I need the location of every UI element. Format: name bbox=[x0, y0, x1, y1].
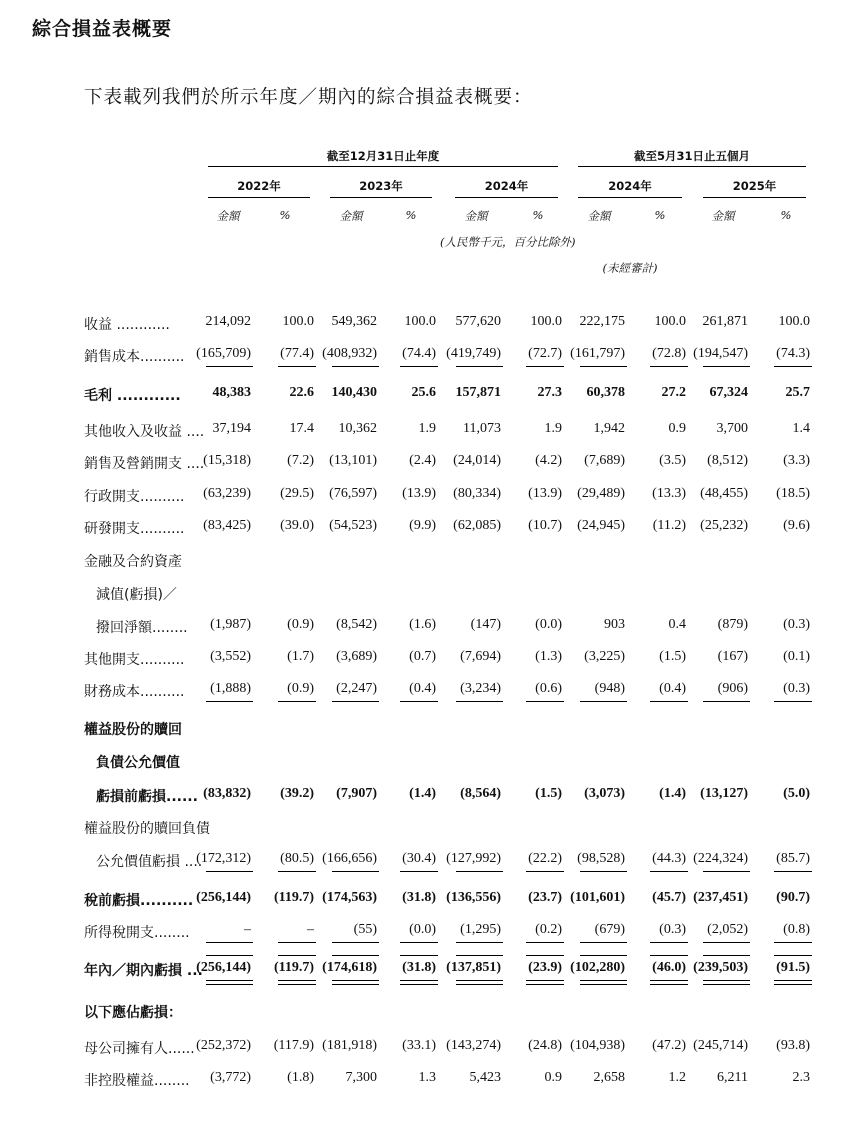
percent-cell: (39.0) bbox=[280, 518, 314, 533]
amount-cell: (63,239) bbox=[203, 486, 251, 501]
amount-cell: 140,430 bbox=[331, 385, 377, 400]
total-rule bbox=[278, 980, 316, 981]
percent-cell: (1.7) bbox=[287, 649, 314, 664]
amount-header: 金額 bbox=[339, 209, 363, 223]
amount-cell: 11,073 bbox=[463, 421, 501, 436]
row-label: 權益股份的贖回負債 bbox=[84, 821, 210, 837]
amount-cell: (1,987) bbox=[210, 617, 251, 632]
row-label: 銷售及營銷開支 .... bbox=[84, 456, 205, 472]
percent-cell: (9.9) bbox=[409, 518, 436, 533]
amount-cell: (245,714) bbox=[693, 1038, 748, 1053]
percent-cell: (0.9) bbox=[287, 681, 314, 696]
amount-cell: (7,694) bbox=[460, 649, 501, 664]
percent-cell: (4.2) bbox=[535, 453, 562, 468]
percent-cell: 0.9 bbox=[668, 421, 686, 436]
pct-header: % bbox=[654, 208, 666, 222]
percent-cell: (0.6) bbox=[535, 681, 562, 696]
total-rule bbox=[206, 942, 253, 943]
amount-cell: (879) bbox=[717, 617, 748, 632]
percent-cell: 100.0 bbox=[654, 314, 686, 329]
total-rule bbox=[332, 955, 379, 956]
amount-cell: (906) bbox=[717, 681, 748, 696]
percent-cell: 1.9 bbox=[418, 421, 436, 436]
pct-header: % bbox=[532, 208, 544, 222]
amount-cell: (3,234) bbox=[460, 681, 501, 696]
total-rule bbox=[703, 984, 750, 985]
percent-cell: (0.4) bbox=[659, 681, 686, 696]
amount-header: 金額 bbox=[216, 209, 240, 223]
percent-cell: (0.3) bbox=[783, 681, 810, 696]
header-year-rule bbox=[703, 197, 806, 198]
amount-cell: (408,932) bbox=[322, 346, 377, 361]
amount-cell: (98,528) bbox=[577, 851, 625, 866]
percent-cell: (10.7) bbox=[528, 518, 562, 533]
row-label: 母公司擁有人...... bbox=[84, 1041, 195, 1057]
amount-cell: (166,656) bbox=[322, 851, 377, 866]
total-rule bbox=[526, 871, 564, 872]
row-label: 毛利 ............ bbox=[84, 388, 181, 404]
header-group-years: 截至12月31日止年度 bbox=[326, 149, 440, 163]
row-label: 權益股份的贖回 bbox=[84, 722, 182, 738]
total-rule bbox=[580, 366, 627, 367]
total-rule bbox=[206, 984, 253, 985]
percent-cell: (13.3) bbox=[652, 486, 686, 501]
percent-cell: (0.1) bbox=[783, 649, 810, 664]
total-rule bbox=[526, 955, 564, 956]
total-rule bbox=[774, 980, 812, 981]
pct-header: % bbox=[405, 208, 417, 222]
total-rule bbox=[332, 980, 379, 981]
row-label: 所得稅開支........ bbox=[84, 925, 190, 941]
row-label: 減值(虧損)／ bbox=[96, 587, 177, 603]
total-rule bbox=[526, 942, 564, 943]
row-label: 年內／期內虧損 ... bbox=[84, 963, 203, 979]
total-rule bbox=[400, 942, 438, 943]
row-label: 行政開支.......... bbox=[84, 489, 185, 505]
row-label: 虧損前虧損...... bbox=[96, 789, 198, 805]
percent-cell: (33.1) bbox=[402, 1038, 436, 1053]
percent-cell: (23.9) bbox=[528, 960, 562, 975]
total-rule bbox=[400, 955, 438, 956]
row-label: 公允價值虧損 .... bbox=[96, 854, 203, 870]
percent-cell: (0.0) bbox=[535, 617, 562, 632]
header-rule bbox=[208, 166, 558, 167]
percent-cell: 2.3 bbox=[792, 1070, 810, 1085]
percent-cell: (45.7) bbox=[652, 890, 686, 905]
percent-cell: 22.6 bbox=[289, 385, 314, 400]
total-rule bbox=[456, 955, 503, 956]
amount-cell: (174,563) bbox=[322, 890, 377, 905]
percent-cell: (30.4) bbox=[402, 851, 436, 866]
total-rule bbox=[774, 984, 812, 985]
total-rule bbox=[332, 366, 379, 367]
total-rule bbox=[703, 980, 750, 981]
percent-cell: (1.5) bbox=[659, 649, 686, 664]
percent-cell: (1.5) bbox=[535, 786, 562, 801]
percent-cell: (74.4) bbox=[402, 346, 436, 361]
unaudited-note: (未經審計) bbox=[602, 261, 658, 275]
amount-cell: (948) bbox=[594, 681, 625, 696]
amount-cell: 37,194 bbox=[212, 421, 251, 436]
amount-cell: (13,127) bbox=[700, 786, 748, 801]
total-rule bbox=[580, 701, 627, 702]
header-year-rule bbox=[455, 197, 558, 198]
amount-cell: (143,274) bbox=[446, 1038, 501, 1053]
amount-cell: (165,709) bbox=[196, 346, 251, 361]
header-year-rule bbox=[330, 197, 432, 198]
percent-cell: (3.5) bbox=[659, 453, 686, 468]
total-rule bbox=[278, 984, 316, 985]
amount-cell: 48,383 bbox=[212, 385, 251, 400]
amount-cell: (3,073) bbox=[584, 786, 625, 801]
amount-header: 金額 bbox=[711, 209, 735, 223]
amount-cell: (1,295) bbox=[460, 922, 501, 937]
amount-cell: (174,618) bbox=[322, 960, 377, 975]
amount-cell: 1,942 bbox=[593, 421, 625, 436]
total-rule bbox=[526, 701, 564, 702]
total-rule bbox=[703, 366, 750, 367]
percent-cell: (117.9) bbox=[273, 1038, 314, 1053]
percent-cell: (0.3) bbox=[659, 922, 686, 937]
amount-cell: (679) bbox=[594, 922, 625, 937]
percent-cell: 1.9 bbox=[544, 421, 562, 436]
amount-cell: (181,918) bbox=[322, 1038, 377, 1053]
amount-cell: (54,523) bbox=[329, 518, 377, 533]
amount-cell: (83,832) bbox=[203, 786, 251, 801]
total-rule bbox=[703, 955, 750, 956]
total-rule bbox=[278, 942, 316, 943]
percent-cell: 27.3 bbox=[537, 385, 562, 400]
total-rule bbox=[206, 701, 253, 702]
total-rule bbox=[456, 701, 503, 702]
amount-cell: (237,451) bbox=[693, 890, 748, 905]
total-rule bbox=[703, 871, 750, 872]
amount-cell: (256,144) bbox=[196, 890, 251, 905]
percent-cell: (0.8) bbox=[783, 922, 810, 937]
amount-cell: (8,564) bbox=[460, 786, 501, 801]
amount-cell: (25,232) bbox=[700, 518, 748, 533]
total-rule bbox=[206, 980, 253, 981]
percent-cell: (0.2) bbox=[535, 922, 562, 937]
amount-cell: (256,144) bbox=[196, 960, 251, 975]
amount-header: 金額 bbox=[587, 209, 611, 223]
total-rule bbox=[456, 871, 503, 872]
percent-cell: – bbox=[307, 922, 314, 937]
amount-cell: (147) bbox=[470, 617, 501, 632]
amount-header: 金額 bbox=[464, 209, 488, 223]
total-rule bbox=[526, 980, 564, 981]
percent-cell: (119.7) bbox=[273, 960, 314, 975]
row-label: 其他開支.......... bbox=[84, 652, 185, 668]
row-label: 金融及合約資產 bbox=[84, 554, 182, 570]
percent-cell: (77.4) bbox=[280, 346, 314, 361]
header-year-rule bbox=[208, 197, 310, 198]
percent-cell: (31.8) bbox=[402, 960, 436, 975]
total-rule bbox=[774, 942, 812, 943]
total-rule bbox=[332, 984, 379, 985]
total-rule bbox=[526, 366, 564, 367]
total-rule bbox=[650, 955, 688, 956]
percent-cell: (1.4) bbox=[659, 786, 686, 801]
amount-cell: – bbox=[244, 922, 251, 937]
amount-cell: (55) bbox=[353, 922, 377, 937]
row-label: 研發開支.......... bbox=[84, 521, 185, 537]
amount-cell: (419,749) bbox=[446, 346, 501, 361]
percent-cell: 17.4 bbox=[289, 421, 314, 436]
percent-cell: (90.7) bbox=[776, 890, 810, 905]
percent-cell: 1.3 bbox=[418, 1070, 436, 1085]
percent-cell: (9.6) bbox=[783, 518, 810, 533]
percent-cell: 100.0 bbox=[778, 314, 810, 329]
percent-cell: 100.0 bbox=[282, 314, 314, 329]
amount-cell: (1,888) bbox=[210, 681, 251, 696]
row-label: 稅前虧損.......... bbox=[84, 893, 194, 909]
amount-cell: 261,871 bbox=[702, 314, 748, 329]
total-rule bbox=[206, 871, 253, 872]
unit-note: (人民幣千元，百分比除外) bbox=[440, 235, 576, 249]
total-rule bbox=[400, 871, 438, 872]
total-rule bbox=[456, 942, 503, 943]
header-rule bbox=[578, 166, 806, 167]
percent-cell: (80.5) bbox=[280, 851, 314, 866]
intro-text: 下表載列我們於所示年度／期內的綜合損益表概要： bbox=[84, 87, 533, 108]
header-year: 2024年 bbox=[484, 179, 529, 193]
percent-cell: (1.6) bbox=[409, 617, 436, 632]
total-rule bbox=[703, 701, 750, 702]
amount-cell: (62,085) bbox=[453, 518, 501, 533]
row-label: 非控股權益........ bbox=[84, 1073, 190, 1089]
total-rule bbox=[400, 984, 438, 985]
header-year: 2023年 bbox=[359, 179, 403, 193]
total-rule bbox=[278, 955, 316, 956]
percent-cell: (93.8) bbox=[776, 1038, 810, 1053]
row-label: 撥回淨額........ bbox=[96, 620, 188, 636]
percent-cell: 25.6 bbox=[411, 385, 436, 400]
amount-cell: (48,455) bbox=[700, 486, 748, 501]
percent-cell: (44.3) bbox=[652, 851, 686, 866]
percent-cell: (74.3) bbox=[776, 346, 810, 361]
percent-cell: (3.3) bbox=[783, 453, 810, 468]
amount-cell: 903 bbox=[604, 617, 625, 632]
amount-cell: (239,503) bbox=[693, 960, 748, 975]
pct-header: % bbox=[279, 208, 291, 222]
total-rule bbox=[580, 942, 627, 943]
amount-cell: (167) bbox=[717, 649, 748, 664]
total-rule bbox=[206, 366, 253, 367]
row-label: 其他收入及收益 .... bbox=[84, 424, 205, 440]
percent-cell: (13.9) bbox=[528, 486, 562, 501]
amount-cell: 222,175 bbox=[579, 314, 625, 329]
percent-cell: (22.2) bbox=[528, 851, 562, 866]
amount-cell: 549,362 bbox=[331, 314, 377, 329]
total-rule bbox=[332, 871, 379, 872]
pct-header: % bbox=[780, 208, 792, 222]
total-rule bbox=[456, 366, 503, 367]
total-rule bbox=[278, 366, 316, 367]
total-rule bbox=[400, 366, 438, 367]
percent-cell: (72.8) bbox=[652, 346, 686, 361]
total-rule bbox=[526, 984, 564, 985]
amount-cell: (2,247) bbox=[336, 681, 377, 696]
amount-cell: (137,851) bbox=[446, 960, 501, 975]
total-rule bbox=[580, 980, 627, 981]
percent-cell: (18.5) bbox=[776, 486, 810, 501]
percent-cell: (23.7) bbox=[528, 890, 562, 905]
total-rule bbox=[400, 701, 438, 702]
percent-cell: (0.3) bbox=[783, 617, 810, 632]
percent-cell: 27.2 bbox=[661, 385, 686, 400]
percent-cell: (0.9) bbox=[287, 617, 314, 632]
percent-cell: (91.5) bbox=[776, 960, 810, 975]
amount-cell: (161,797) bbox=[570, 346, 625, 361]
amount-cell: (101,601) bbox=[570, 890, 625, 905]
amount-cell: (104,938) bbox=[570, 1038, 625, 1053]
amount-cell: 67,324 bbox=[709, 385, 748, 400]
total-rule bbox=[650, 942, 688, 943]
percent-cell: (11.2) bbox=[652, 518, 686, 533]
header-year: 2024年 bbox=[608, 179, 652, 193]
total-rule bbox=[580, 871, 627, 872]
amount-cell: (15,318) bbox=[203, 453, 251, 468]
total-rule bbox=[580, 984, 627, 985]
amount-cell: (7,689) bbox=[584, 453, 625, 468]
percent-cell: (72.7) bbox=[528, 346, 562, 361]
amount-cell: (83,425) bbox=[203, 518, 251, 533]
percent-cell: (7.2) bbox=[287, 453, 314, 468]
percent-cell: (5.0) bbox=[783, 786, 810, 801]
percent-cell: 1.4 bbox=[792, 421, 810, 436]
percent-cell: 100.0 bbox=[404, 314, 436, 329]
amount-cell: (8,542) bbox=[336, 617, 377, 632]
total-rule bbox=[650, 701, 688, 702]
amount-cell: (136,556) bbox=[446, 890, 501, 905]
amount-cell: (2,052) bbox=[707, 922, 748, 937]
amount-cell: (127,992) bbox=[446, 851, 501, 866]
percent-cell: 100.0 bbox=[530, 314, 562, 329]
percent-cell: (13.9) bbox=[402, 486, 436, 501]
total-rule bbox=[774, 366, 812, 367]
header-year-rule bbox=[578, 197, 682, 198]
percent-cell: 25.7 bbox=[785, 385, 810, 400]
percent-cell: (31.8) bbox=[402, 890, 436, 905]
total-rule bbox=[278, 701, 316, 702]
percent-cell: (119.7) bbox=[273, 890, 314, 905]
amount-cell: (3,689) bbox=[336, 649, 377, 664]
total-rule bbox=[332, 701, 379, 702]
amount-cell: (13,101) bbox=[329, 453, 377, 468]
total-rule bbox=[332, 942, 379, 943]
total-rule bbox=[456, 980, 503, 981]
amount-cell: (76,597) bbox=[329, 486, 377, 501]
total-rule bbox=[278, 871, 316, 872]
header-group-months: 截至5月31日止五個月 bbox=[633, 149, 750, 163]
row-label: 以下應佔虧損： bbox=[84, 1005, 182, 1021]
total-rule bbox=[774, 955, 812, 956]
section-title: 綜合損益表概要 bbox=[32, 18, 173, 40]
total-rule bbox=[206, 955, 253, 956]
amount-cell: (80,334) bbox=[453, 486, 501, 501]
amount-cell: 10,362 bbox=[338, 421, 377, 436]
percent-cell: (46.0) bbox=[652, 960, 686, 975]
amount-cell: (172,312) bbox=[196, 851, 251, 866]
percent-cell: (0.0) bbox=[409, 922, 436, 937]
percent-cell: (0.4) bbox=[409, 681, 436, 696]
total-rule bbox=[774, 701, 812, 702]
percent-cell: (29.5) bbox=[280, 486, 314, 501]
amount-cell: (24,945) bbox=[577, 518, 625, 533]
total-rule bbox=[580, 955, 627, 956]
amount-cell: 7,300 bbox=[345, 1070, 377, 1085]
amount-cell: 2,658 bbox=[593, 1070, 625, 1085]
amount-cell: (102,280) bbox=[570, 960, 625, 975]
amount-cell: 3,700 bbox=[716, 421, 748, 436]
percent-cell: 0.4 bbox=[668, 617, 686, 632]
row-label: 財務成本.......... bbox=[84, 684, 185, 700]
amount-cell: (29,489) bbox=[577, 486, 625, 501]
amount-cell: 214,092 bbox=[205, 314, 251, 329]
total-rule bbox=[650, 871, 688, 872]
amount-cell: (194,547) bbox=[693, 346, 748, 361]
total-rule bbox=[703, 942, 750, 943]
row-label: 銷售成本.......... bbox=[84, 349, 185, 365]
amount-cell: (252,372) bbox=[196, 1038, 251, 1053]
percent-cell: (2.4) bbox=[409, 453, 436, 468]
percent-cell: 1.2 bbox=[668, 1070, 686, 1085]
total-rule bbox=[400, 980, 438, 981]
percent-cell: (0.7) bbox=[409, 649, 436, 664]
amount-cell: (3,225) bbox=[584, 649, 625, 664]
amount-cell: (24,014) bbox=[453, 453, 501, 468]
total-rule bbox=[774, 871, 812, 872]
header-year: 2025年 bbox=[732, 179, 777, 193]
header-year: 2022年 bbox=[237, 179, 281, 193]
row-label: 負債公允價值 bbox=[96, 755, 180, 771]
percent-cell: (1.3) bbox=[535, 649, 562, 664]
amount-cell: (224,324) bbox=[693, 851, 748, 866]
amount-cell: 157,871 bbox=[455, 385, 501, 400]
amount-cell: (3,552) bbox=[210, 649, 251, 664]
total-rule bbox=[650, 984, 688, 985]
percent-cell: (24.8) bbox=[528, 1038, 562, 1053]
amount-cell: (3,772) bbox=[210, 1070, 251, 1085]
percent-cell: (1.4) bbox=[409, 786, 436, 801]
row-label: 收益 ............ bbox=[84, 317, 170, 333]
percent-cell: 0.9 bbox=[544, 1070, 562, 1085]
percent-cell: (1.8) bbox=[287, 1070, 314, 1085]
amount-cell: (7,907) bbox=[336, 786, 377, 801]
amount-cell: 577,620 bbox=[455, 314, 501, 329]
total-rule bbox=[650, 366, 688, 367]
amount-cell: 60,378 bbox=[586, 385, 625, 400]
total-rule bbox=[650, 980, 688, 981]
percent-cell: (47.2) bbox=[652, 1038, 686, 1053]
amount-cell: 6,211 bbox=[717, 1070, 748, 1085]
percent-cell: (85.7) bbox=[776, 851, 810, 866]
amount-cell: (8,512) bbox=[707, 453, 748, 468]
amount-cell: 5,423 bbox=[469, 1070, 501, 1085]
percent-cell: (39.2) bbox=[280, 786, 314, 801]
total-rule bbox=[456, 984, 503, 985]
